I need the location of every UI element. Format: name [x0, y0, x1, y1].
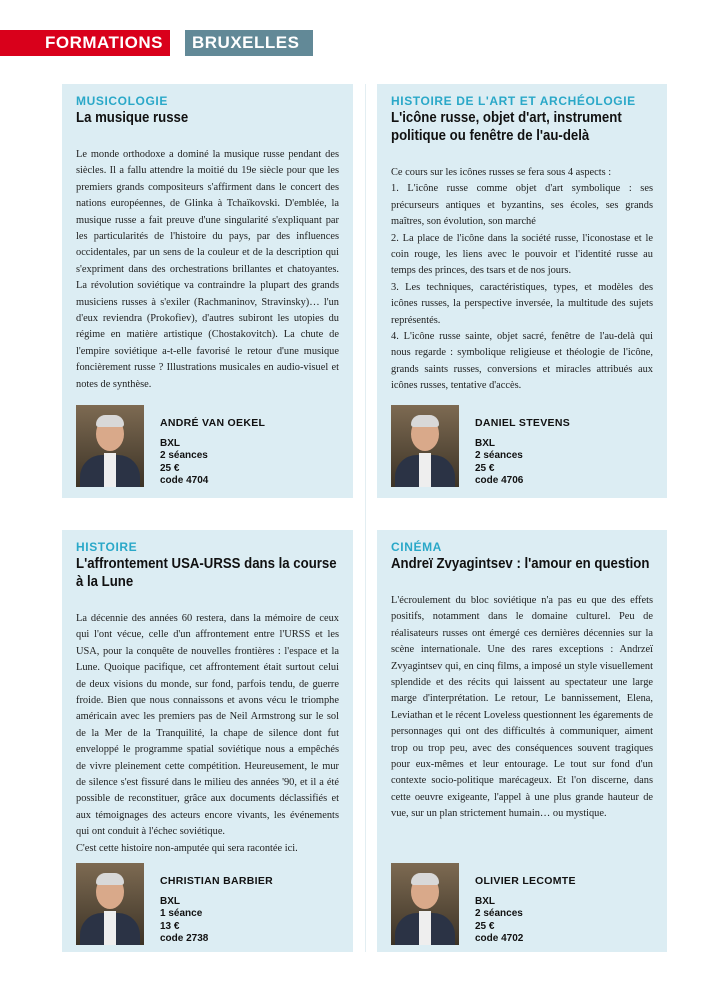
course-sessions: 2 séances: [475, 908, 523, 919]
course-price: 25 €: [475, 920, 495, 932]
course-title: Andreï Zvyagintsev : l'amour en question: [391, 555, 650, 572]
instructor-block: [391, 863, 576, 946]
course-description: [391, 593, 653, 823]
course-description-paragraph: Le monde orthodoxe a dominé la musique russe pendant des siècles. Il a fallu attendre la moitié du 19e siècle pour que les premiers grands compositeurs s'affirment dans le concert des nations européennes, de Glinka à Tchaïkovski. D'emblée, la musique russe a fait preuve d'une singularité s'expliquant par les particularités de l'histoire du pays, par des influences occidentales, par un sens de la couleur et de la description qui s'expriment dans des orchestrations brillantes et chatoyantes. La révolution soviétique va contraindre la plupart des grands musiciens russes à s'exiler (Rachmaninov, Stravinsky)… l'un d'eux reviendra (Prokofiev), d'autres subiront les utopies du régime en matière artistique (Chostakovitch). La chute de l'empire soviétique a-t-elle favorisé le retour d'une musique foncièrement russe ? Illustrations musicales en audio-visuel et notes de synthèse.: [76, 149, 339, 390]
course-card: [377, 84, 667, 498]
course-category: CINÉMA: [391, 540, 442, 554]
instructor-name: OLIVIER LECOMTE: [475, 875, 576, 887]
course-meta: [475, 863, 576, 946]
instructor-name: CHRISTIAN BARBIER: [160, 875, 274, 887]
instructor-photo: [391, 863, 459, 945]
course-description-paragraph: 1. L'icône russe comme objet d'art symbolique : ses précurseurs antiques et byzantins, ses écoles, ses grands maîtres, son évolution, son marché: [391, 183, 653, 228]
course-meta: [475, 405, 570, 488]
course-sessions: 2 séances: [475, 450, 523, 461]
course-description-paragraph: Ce cours sur les icônes russes se fera sous 4 aspects :: [391, 167, 612, 178]
instructor-photo: [391, 405, 459, 487]
instructor-block: [76, 405, 265, 488]
course-code: code 4704: [160, 475, 209, 486]
course-category: MUSICOLOGIE: [76, 94, 168, 108]
course-title: L'affrontement USA-URSS dans la course à la Lune: [76, 555, 337, 590]
course-card: [62, 530, 353, 952]
instructor-block: [76, 863, 273, 946]
section-label: FORMATIONS: [0, 30, 170, 56]
course-title: La musique russe: [76, 109, 189, 126]
course-code: code 4702: [475, 933, 524, 944]
course-price: 25 €: [475, 462, 495, 474]
course-location: BXL: [475, 895, 495, 907]
instructor-photo: [76, 863, 144, 945]
course-description: [76, 611, 339, 857]
course-description: [76, 147, 339, 393]
course-description-paragraph: 4. L'icône russe sainte, objet sacré, fenêtre de l'au-delà qui nous regarde : symbolique religieuse et théologie de l'icône, grands saints russes, conversions et miracles attribués aux icônes russes, tentative d'accès.: [391, 331, 653, 392]
instructor-name: DANIEL STEVENS: [475, 417, 571, 429]
course-location: BXL: [160, 895, 180, 907]
course-card: [377, 530, 667, 952]
course-sessions: 2 séances: [160, 450, 208, 461]
course-price: 25 €: [160, 462, 180, 474]
column-divider: [365, 84, 366, 952]
instructor-name: ANDRÉ VAN OEKEL: [160, 417, 266, 429]
course-description: [391, 165, 653, 395]
course-category: HISTOIRE: [76, 540, 138, 554]
city-label: BRUXELLES: [185, 30, 313, 56]
instructor-block: [391, 405, 570, 488]
course-title: L'icône russe, objet d'art, instrument politique ou fenêtre de l'au-delà: [391, 109, 622, 144]
course-location: BXL: [160, 437, 180, 449]
course-card: [62, 84, 353, 498]
course-code: code 4706: [475, 475, 524, 486]
course-category: HISTOIRE DE L'ART ET ARCHÉOLOGIE: [391, 94, 636, 108]
course-sessions: 1 séance: [160, 908, 203, 919]
course-description-paragraph: 2. La place de l'icône dans la société russe, l'iconostase et le coin rouge, les liens avec le pouvoir et l'identité russe au temps des princes, des tsars et de nos jours.: [391, 232, 653, 277]
course-description-paragraph: 3. Les techniques, caractéristiques, types, et modèles des icônes russes, la perspective inversée, la multitude des sujets représentés.: [391, 281, 653, 326]
course-price: 13 €: [160, 920, 180, 932]
course-description-paragraph: C'est cette histoire non-amputée qui sera racontée ici.: [76, 842, 298, 854]
course-meta: [160, 863, 273, 946]
course-code: code 2738: [160, 933, 209, 944]
course-meta: [160, 405, 265, 488]
course-description-paragraph: La décennie des années 60 restera, dans la mémoire de ceux qui l'ont vécue, celle d'un affrontement entre l'URSS et les USA, pour la conquête de nouvelles frontières : l'espace et la Lune. Quoique pacifique, cet affrontement était surtout celui de deux visions du monde, sur fond, parfois tendu, de guerre froide. Bien que nous connaissons et avons vécu le triomphe américain avec les premiers pas de Neil Armstrong sur le sol de la Mer de la Tranquilité, la chape de silence dont fut enveloppé le programme spatial soviétique nous a empêchés de vivre pleinement cette compétition. Heureusement, le mur de silence s'est fissuré dans le milieu des années '90, et il a été possible de reconstituer, grâce aux documents déclassifiés et aux témoignages des acteurs encore vivants, les événements qui ont conduit à l'échec soviétique.: [76, 613, 339, 838]
course-location: BXL: [475, 437, 495, 449]
course-description-paragraph: L'écroulement du bloc soviétique n'a pas eu que des effets positifs, notamment dans le domaine culturel. Peu de réalisateurs russes ont émergé ces dernières décennies sur la scène internationale. Une des rares exceptions : Andrzeï Zvyagintsev qui, en cinq films, a imposé un style visuellement splendide et des récits qui laissent au spectateur une large marge d'interprétation. Le retour, Le bannissement, Elena, Leviathan et le récent Loveless questionnent les égarements de personnages qui ont des difficultés à communiquer, aiment trop ou trop peu, avec des conséquences souvent tragiques pour eux-mêmes et leur entourage. Le tout sur fond d'un contexte socio-politique marécageux. Et l'on discerne, dans cette oeuvre exigeante, l'appel à une plus grande hauteur de vue, sur un plan strictement humain… ou mystique.: [391, 595, 653, 820]
instructor-photo: [76, 405, 144, 487]
